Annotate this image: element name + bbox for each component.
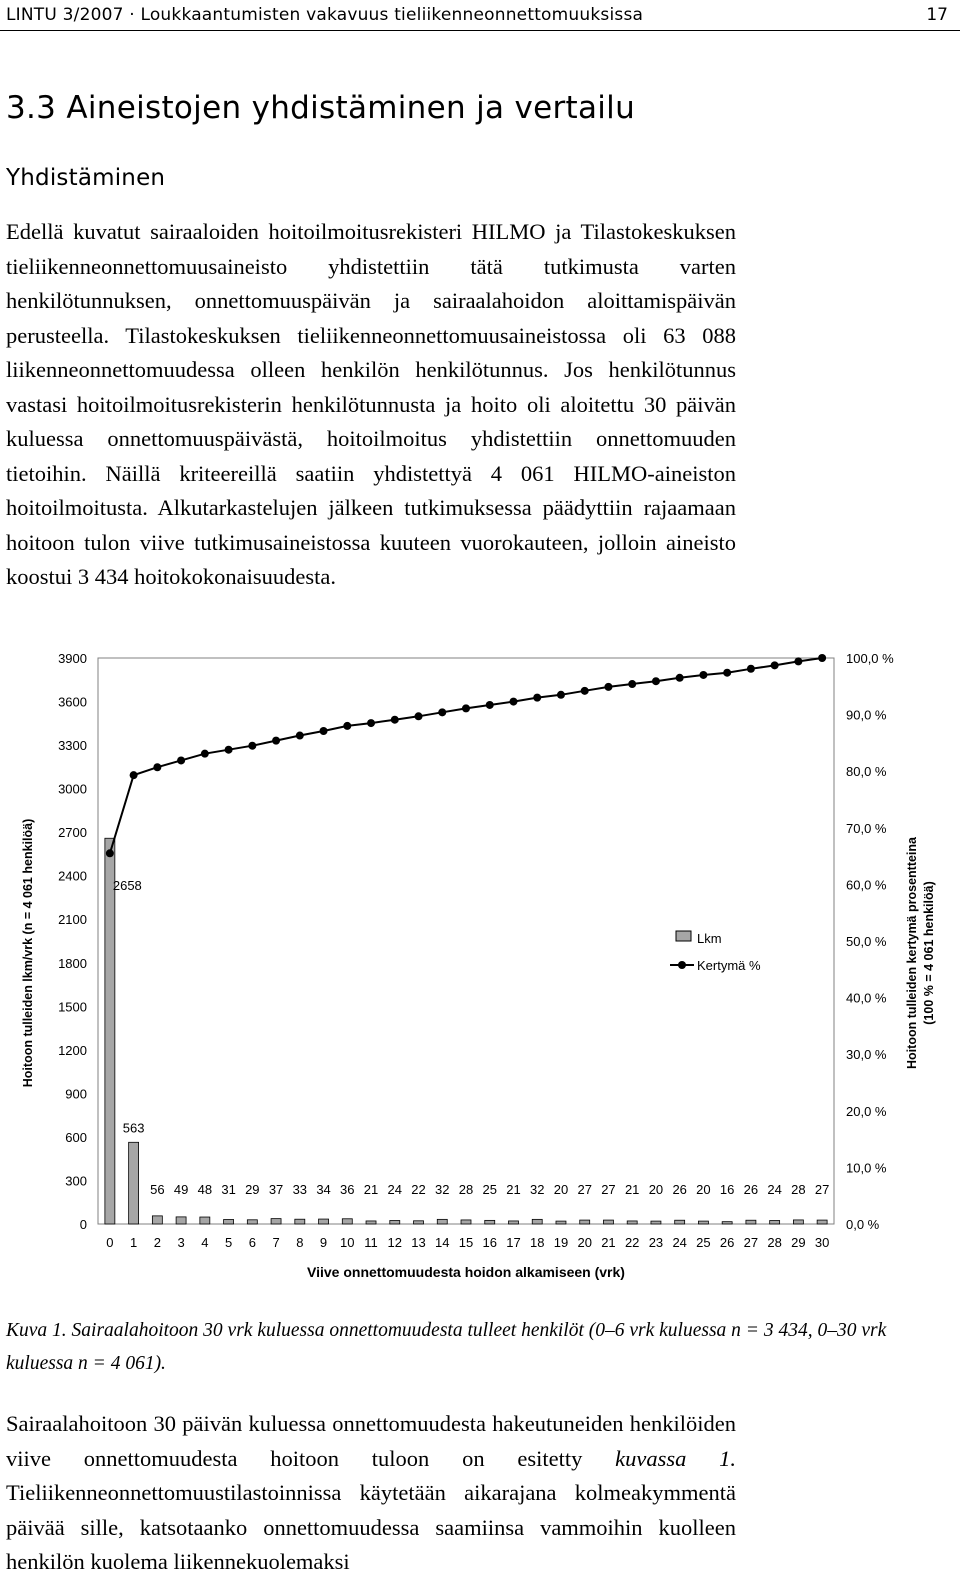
bar-lkm (461, 1220, 471, 1224)
point-kertyma (818, 654, 826, 662)
bar-data-label: 28 (791, 1182, 806, 1197)
point-kertyma (723, 669, 731, 677)
chart-axes (58, 651, 894, 1250)
x-tick-label: 17 (506, 1235, 521, 1250)
bar-data-label: 26 (743, 1182, 759, 1197)
bar-lkm (746, 1220, 756, 1224)
bar-data-label: 31 (221, 1182, 236, 1197)
bar-data-label: 24 (767, 1182, 782, 1197)
point-kertyma (177, 756, 185, 764)
point-kertyma (225, 746, 233, 754)
point-kertyma (604, 683, 612, 691)
bar-lkm (271, 1219, 281, 1224)
bar-lkm (627, 1221, 637, 1224)
x-tick-label: 1 (129, 1235, 138, 1250)
bar-data-label: 28 (458, 1182, 474, 1197)
point-kertyma (438, 708, 446, 716)
x-tick-label: 13 (411, 1235, 426, 1250)
bar-lkm (817, 1220, 827, 1224)
bar-lkm (152, 1216, 162, 1224)
bar-lkm (532, 1219, 542, 1224)
bar-data-label: 36 (340, 1182, 355, 1197)
y-tick-label: 1200 (58, 1042, 87, 1058)
point-kertyma (106, 849, 114, 857)
x-tick-label: 7 (272, 1235, 280, 1250)
bar-lkm (295, 1219, 305, 1224)
page-number: 17 (926, 5, 948, 25)
x-tick-label: 18 (529, 1235, 545, 1250)
x-tick-label: 19 (553, 1235, 569, 1250)
bar-data-label: 34 (316, 1182, 331, 1197)
x-tick-label: 26 (719, 1235, 735, 1250)
figure-chart (0, 640, 960, 1290)
y-axis-title: Hoitoon tulleiden lkm/vrk (n = 4 061 henkilöä) (21, 818, 35, 1088)
y2-axis-title-line2: (100 % = 4 061 henkilöä) (922, 881, 936, 1025)
y-tick-label: 2100 (58, 912, 87, 928)
bar-lkm (414, 1221, 424, 1224)
bar-data-label: 33 (292, 1182, 308, 1197)
bar-lkm (437, 1219, 447, 1224)
point-kertyma (747, 665, 755, 673)
x-tick-label: 2 (153, 1235, 161, 1250)
x-tick-label: 5 (224, 1235, 233, 1250)
bar-lkm (342, 1219, 352, 1224)
point-kertyma (486, 701, 494, 709)
point-kertyma (628, 680, 636, 688)
x-tick-label: 21 (601, 1235, 616, 1250)
chart-bars (105, 838, 830, 1224)
point-kertyma (462, 704, 470, 712)
legend-marker-kertyma (678, 961, 686, 969)
x-tick-label: 16 (482, 1235, 497, 1250)
section-title: 3.3 Aineistojen yhdistäminen ja vertailu (6, 90, 636, 126)
point-kertyma (248, 742, 256, 750)
running-title: LINTU 3/2007 · Loukkaantumisten vakavuus tieliikenneonnettomuuksissa (6, 5, 644, 25)
bar-lkm (770, 1221, 780, 1224)
x-tick-label: 27 (743, 1235, 759, 1250)
y2-tick-label: 30,0 % (846, 1047, 887, 1063)
bar-data-label: 32 (435, 1182, 450, 1197)
y-tick-label: 1800 (58, 955, 87, 971)
series-line-kertyma (110, 658, 822, 853)
bar-lkm (366, 1221, 376, 1224)
bar-lkm (319, 1219, 329, 1224)
bar-lkm (722, 1222, 732, 1224)
bar-lkm (105, 838, 115, 1224)
bar-data-label: 21 (624, 1182, 640, 1197)
bar-lkm (129, 1142, 139, 1224)
point-kertyma (771, 661, 779, 669)
bar-data-label: 20 (696, 1182, 711, 1197)
x-tick-label: 6 (248, 1235, 256, 1250)
y2-tick-label: 50,0 % (846, 934, 887, 949)
paragraph-2-text-after: Tieliikenneonnettomuustilastoinnissa käytetään aikarajana kolmeakymmentä päivää sille, katsotaanko onnettomuudessa saamiinsa vammoihin kuolleen henkilön kuolema liikennekuolemaksi (6, 1480, 736, 1574)
bar-data-label: 32 (529, 1182, 545, 1197)
point-kertyma (676, 674, 684, 682)
y2-tick-label: 100,0 % (846, 651, 894, 666)
point-kertyma (320, 727, 328, 735)
bar-data-label: 20 (648, 1182, 664, 1197)
body-paragraph-1: Edellä kuvatut sairaaloiden hoitoilmoitusrekisteri HILMO ja Tilastokeskuksen tieliikenneonnettomuusaineisto yhdistettiin tätä tutkimusta varten henkilötunnuksen, onnettomuuspäivän ja sairaalahoidon aloittamispäivän perusteella. Tilastokeskuksen tieliikenneonnettomuusaineistossa oli 63 088 liikenneonnettomuudessa olleen henkilön henkilötunnus. Jos henkilötunnus vastasi hoitoilmoitusrekisterin henkilötunnusta ja hoito oli aloitettu 30 päivän kuluessa onnettomuuspäivästä, hoitoilmoitus yhdistettiin onnettomuuden tietoihin. Näillä kriteereillä saatiin yhdistettyä 4 061 HILMO-aineiston hoitoilmoitusta. Alkutarkastelujen jälkeen tutkimuksessa päädyttiin rajaamaan hoitoon tulon viive tutkimusaineistossa kuuteen vuorokauteen, jolloin aineisto koostui 3 434 hoitokokonaisuudesta. (6, 219, 736, 589)
bar-data-label: 24 (387, 1182, 403, 1197)
point-kertyma (581, 687, 589, 695)
point-kertyma (367, 719, 375, 727)
body-paragraph-2 (6, 1407, 736, 1580)
bar-lkm (793, 1220, 803, 1224)
x-tick-label: 25 (696, 1235, 711, 1250)
chart-legend (670, 931, 761, 973)
y2-tick-label: 80,0 % (846, 764, 887, 780)
bar-data-label: 37 (268, 1182, 284, 1197)
x-tick-label: 3 (177, 1235, 185, 1250)
bar-lkm (508, 1221, 518, 1224)
bar-lkm (603, 1220, 613, 1224)
y-tick-label: 900 (65, 1086, 87, 1102)
point-kertyma (296, 732, 304, 740)
x-tick-label: 30 (814, 1235, 830, 1250)
x-tick-label: 28 (767, 1235, 782, 1250)
point-kertyma (343, 722, 351, 730)
bar-lkm (247, 1220, 257, 1224)
x-tick-label: 10 (340, 1235, 355, 1250)
bar-data-label: 49 (173, 1182, 189, 1197)
bar-data-label: 56 (150, 1182, 165, 1197)
y-tick-label: 3600 (58, 694, 87, 710)
point-kertyma (153, 763, 161, 771)
y2-tick-label: 70,0 % (846, 820, 887, 836)
y-tick-label: 2700 (58, 825, 87, 841)
y2-tick-label: 10,0 % (846, 1160, 887, 1176)
plot-area-frame (98, 658, 834, 1224)
legend-label-lkm: Lkm (697, 931, 722, 946)
figure-caption: Kuva 1. Sairaalahoitoon 30 vrk kuluessa onnettomuudesta tulleet henkilöt (0–6 vrk kuluessa n = 3 434, 0–30 vrk kuluessa n = 4 061). (6, 1320, 887, 1374)
paragraph-2-text-before: Sairaalahoitoon 30 päivän kuluessa onnettomuudesta hakeutuneiden henkilöiden viive onnettomuudesta hoitoon tuloon on esitetty (6, 1411, 736, 1471)
bar-data-label: 20 (553, 1182, 569, 1197)
x-tick-label: 22 (624, 1235, 640, 1250)
x-tick-label: 15 (458, 1235, 474, 1250)
bar-data-label: 48 (197, 1182, 213, 1197)
y2-tick-label: 90,0 % (846, 707, 887, 723)
subsection-title: Yhdistäminen (6, 165, 166, 191)
y-tick-label: 600 (65, 1129, 87, 1145)
point-kertyma (794, 657, 802, 665)
point-kertyma (272, 737, 280, 745)
bar-data-label: 27 (577, 1182, 592, 1197)
legend-label-kertyma: Kertymä % (697, 958, 761, 973)
y2-tick-label: 20,0 % (846, 1103, 887, 1119)
bar-data-label: 2658 (112, 878, 142, 894)
chart-line (106, 654, 826, 857)
y2-tick-label: 0,0 % (846, 1217, 880, 1232)
point-kertyma (415, 712, 423, 720)
bar-data-label: 25 (482, 1182, 497, 1197)
bar-data-label: 16 (719, 1182, 735, 1197)
point-kertyma (652, 677, 660, 685)
legend-swatch-lkm (676, 931, 691, 941)
point-kertyma (699, 671, 707, 679)
bar-data-label: 22 (411, 1182, 426, 1197)
bar-data-label: 27 (814, 1182, 830, 1197)
point-kertyma (557, 691, 565, 699)
y-tick-label: 3900 (58, 651, 87, 666)
bar-lkm (485, 1220, 495, 1224)
bar-lkm (675, 1220, 685, 1224)
bar-lkm (176, 1217, 186, 1224)
y-tick-label: 2400 (58, 868, 87, 884)
y2-axis-title-line1: Hoitoon tulleiden kertymä prosentteina (905, 837, 919, 1069)
x-tick-label: 20 (577, 1235, 592, 1250)
point-kertyma (130, 771, 138, 779)
x-tick-label: 29 (791, 1235, 806, 1250)
bar-lkm (698, 1221, 708, 1224)
bar-data-label: 21 (506, 1182, 521, 1197)
bar-data-label: 29 (245, 1182, 260, 1197)
y-tick-label: 3000 (58, 781, 87, 797)
y-tick-label: 3300 (58, 738, 87, 754)
bar-lkm (651, 1221, 661, 1224)
bar-lkm (580, 1220, 590, 1224)
x-tick-label: 24 (672, 1235, 687, 1250)
y2-tick-label: 40,0 % (846, 990, 887, 1006)
x-tick-label: 0 (106, 1235, 114, 1250)
bar-data-label: 27 (601, 1182, 616, 1197)
bar-lkm (556, 1221, 566, 1224)
bar-lkm (200, 1217, 210, 1224)
chart-labels (113, 878, 829, 1197)
y-tick-label: 0 (79, 1217, 87, 1232)
bar-lkm (390, 1221, 400, 1224)
figure-reference: kuvassa 1. (615, 1445, 736, 1471)
bar-data-label: 21 (363, 1182, 379, 1197)
x-tick-label: 4 (201, 1235, 209, 1250)
x-tick-label: 11 (364, 1235, 378, 1250)
x-axis-title: Viive onnettomuudesta hoidon alkamiseen (vrk) (307, 1264, 625, 1280)
bar-data-label: 563 (122, 1120, 145, 1136)
point-kertyma (201, 750, 209, 758)
x-tick-label: 12 (387, 1235, 403, 1250)
x-tick-label: 14 (435, 1235, 450, 1250)
page-header (0, 0, 960, 31)
x-tick-label: 9 (319, 1235, 328, 1250)
bar-data-label: 26 (672, 1182, 687, 1197)
y-tick-label: 300 (65, 1173, 87, 1189)
point-kertyma (533, 694, 541, 702)
x-tick-label: 8 (296, 1235, 304, 1250)
y-tick-label: 1500 (58, 999, 87, 1015)
y2-tick-label: 60,0 % (846, 877, 887, 893)
point-kertyma (391, 716, 399, 724)
point-kertyma (509, 698, 517, 706)
x-tick-label: 23 (648, 1235, 664, 1250)
bar-lkm (224, 1220, 234, 1224)
